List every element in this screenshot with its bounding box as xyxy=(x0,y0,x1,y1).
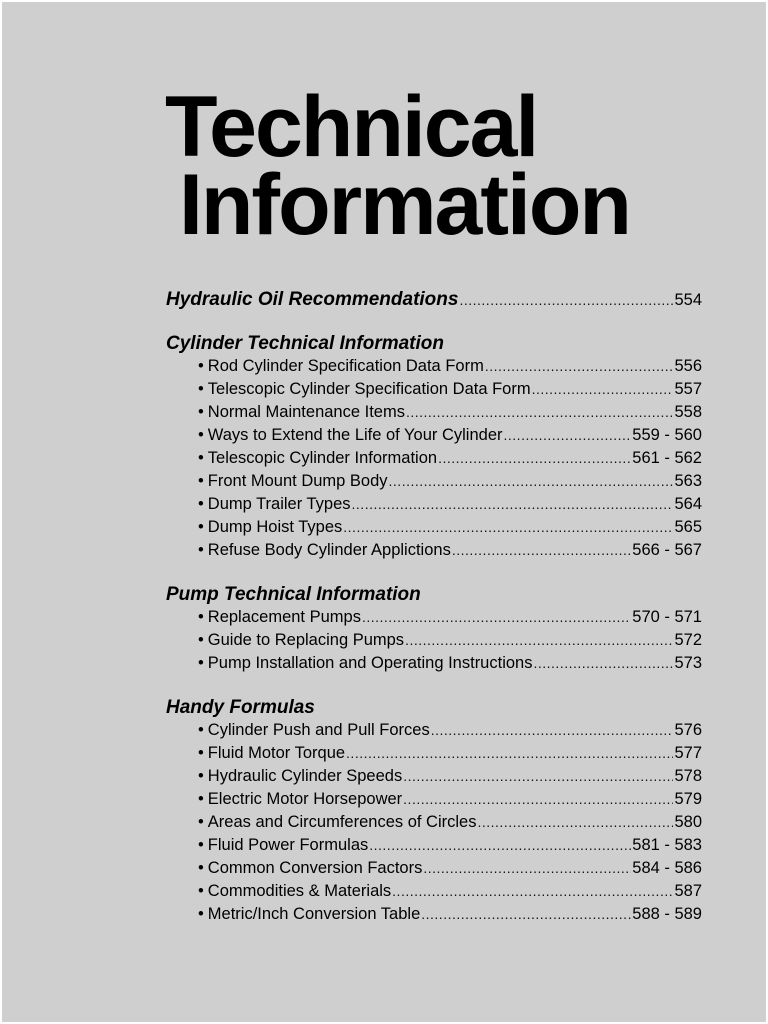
toc-entry xyxy=(198,447,702,470)
toc-entry xyxy=(198,516,702,539)
toc-entry xyxy=(198,903,702,926)
toc-entry-label: Fluid Power Formulas xyxy=(207,836,369,854)
bullet-icon: • xyxy=(198,836,204,854)
bullet-icon: • xyxy=(198,767,204,785)
toc-page-number: 558 xyxy=(674,403,702,421)
toc-entry xyxy=(198,834,702,857)
bullet-icon: • xyxy=(198,790,204,808)
toc-entry xyxy=(198,788,702,811)
dot-leader xyxy=(405,629,673,652)
toc-entry-label: Hydraulic Oil Recommendations xyxy=(166,289,459,310)
bullet-icon: • xyxy=(198,608,204,626)
toc-entry xyxy=(198,606,702,629)
toc-entry xyxy=(198,493,702,516)
section-items xyxy=(166,719,702,926)
toc-entry xyxy=(198,652,702,675)
dot-leader xyxy=(423,857,631,880)
toc-entry-label: Electric Motor Horsepower xyxy=(207,790,403,808)
toc-page-number: 556 xyxy=(674,357,702,375)
toc-section xyxy=(166,333,702,562)
toc-entry xyxy=(198,424,702,447)
toc-entry-label: Telescopic Cylinder Information xyxy=(207,449,438,467)
bullet-icon: • xyxy=(198,813,204,831)
dot-leader xyxy=(485,355,674,378)
toc-entry-label: Metric/Inch Conversion Table xyxy=(207,905,421,923)
bullet-icon: • xyxy=(198,721,204,739)
dot-leader xyxy=(392,880,673,903)
toc-entry xyxy=(198,539,702,562)
bullet-icon: • xyxy=(198,426,204,444)
bullet-icon: • xyxy=(198,357,204,375)
bullet-icon: • xyxy=(198,541,204,559)
dot-leader xyxy=(431,719,674,742)
bullet-icon: • xyxy=(198,882,204,900)
toc-entry-label: Refuse Body Cylinder Applictions xyxy=(207,541,451,559)
dot-leader xyxy=(504,424,632,447)
title-line-2: Information xyxy=(179,157,630,253)
section-items xyxy=(166,355,702,562)
toc-page-number: 563 xyxy=(674,472,702,490)
bullet-icon: • xyxy=(198,905,204,923)
toc-entry-label: Dump Trailer Types xyxy=(207,495,351,513)
toc-entry-label: Replacement Pumps xyxy=(207,608,361,626)
section-title: Pump Technical Information xyxy=(166,584,421,605)
toc-entry-label: Front Mount Dump Body xyxy=(207,472,388,490)
toc-entry-label: Pump Installation and Operating Instructions xyxy=(207,654,533,672)
toc-page-number: 578 xyxy=(674,767,702,785)
bullet-icon: • xyxy=(198,472,204,490)
section-items xyxy=(166,606,702,675)
toc-page-number: 580 xyxy=(674,813,702,831)
toc-page-number: 557 xyxy=(674,380,702,398)
toc-entry xyxy=(198,765,702,788)
toc-page-number: 570 - 571 xyxy=(632,608,702,626)
toc-page-number: 581 - 583 xyxy=(632,836,702,854)
dot-leader xyxy=(452,539,631,562)
toc-entry-label: Ways to Extend the Life of Your Cylinder xyxy=(207,426,503,444)
toc-page-number: 577 xyxy=(674,744,702,762)
toc-entry xyxy=(198,857,702,880)
bullet-icon: • xyxy=(198,495,204,513)
dot-leader xyxy=(362,606,631,629)
toc-entry xyxy=(198,880,702,903)
dot-leader xyxy=(352,493,674,516)
title-line-1: Technical xyxy=(165,79,538,175)
dot-leader xyxy=(343,516,673,539)
toc-entry xyxy=(198,355,702,378)
toc-entry-label: Common Conversion Factors xyxy=(207,859,423,877)
toc-entry-label: Cylinder Push and Pull Forces xyxy=(207,721,430,739)
toc-page-number: 559 - 560 xyxy=(632,426,702,444)
dot-leader xyxy=(533,652,673,675)
toc-page-number: 584 - 586 xyxy=(632,859,702,877)
toc-page-number: 573 xyxy=(674,654,702,672)
dot-leader xyxy=(406,401,674,424)
dot-leader xyxy=(346,742,673,765)
toc-entry xyxy=(198,629,702,652)
bullet-icon: • xyxy=(198,518,204,536)
section-title: Cylinder Technical Information xyxy=(166,333,445,354)
toc-section xyxy=(166,584,702,675)
dot-leader xyxy=(421,903,631,926)
toc-entry-label: Guide to Replacing Pumps xyxy=(207,631,405,649)
toc-entry xyxy=(198,719,702,742)
toc-page-number: 564 xyxy=(674,495,702,513)
table-of-contents xyxy=(166,288,702,926)
toc-page-number: 588 - 589 xyxy=(632,905,702,923)
dot-leader xyxy=(389,470,674,493)
dot-leader xyxy=(532,378,674,401)
toc-entry-label: Normal Maintenance Items xyxy=(207,403,405,421)
bullet-icon: • xyxy=(198,744,204,762)
bullet-icon: • xyxy=(198,449,204,467)
toc-entry-label: Fluid Motor Torque xyxy=(207,744,346,762)
dot-leader xyxy=(438,447,631,470)
toc-entry-label: Rod Cylinder Specification Data Form xyxy=(207,357,484,375)
dot-leader xyxy=(477,811,673,834)
toc-entry-label: Commodities & Materials xyxy=(207,882,392,900)
bullet-icon: • xyxy=(198,403,204,421)
dot-leader xyxy=(403,765,673,788)
dot-leader xyxy=(369,834,631,857)
toc-page-number: 576 xyxy=(674,721,702,739)
toc-page-number: 565 xyxy=(674,518,702,536)
toc-page-number: 587 xyxy=(674,882,702,900)
dot-leader xyxy=(459,289,673,312)
toc-sections xyxy=(166,333,702,926)
toc-entry xyxy=(198,378,702,401)
toc-entry-label: Hydraulic Cylinder Speeds xyxy=(207,767,403,785)
toc-entry-label: Areas and Circumferences of Circles xyxy=(207,813,477,831)
toc-entry xyxy=(198,401,702,424)
toc-page-number: 561 - 562 xyxy=(632,449,702,467)
toc-page-number: 554 xyxy=(674,291,702,309)
toc-entry-label: Dump Hoist Types xyxy=(207,518,343,536)
toc-entry xyxy=(198,470,702,493)
toc-entry xyxy=(198,742,702,765)
toc-top-entry xyxy=(166,288,702,314)
page-title xyxy=(165,79,630,253)
document-page xyxy=(2,2,766,1022)
toc-section xyxy=(166,697,702,926)
bullet-icon: • xyxy=(198,654,204,672)
bullet-icon: • xyxy=(198,380,204,398)
toc-page-number: 579 xyxy=(674,790,702,808)
section-title: Handy Formulas xyxy=(166,697,315,718)
toc-page-number: 572 xyxy=(674,631,702,649)
toc-entry xyxy=(198,811,702,834)
dot-leader xyxy=(403,788,673,811)
toc-entry-label: Telescopic Cylinder Specification Data Form xyxy=(207,380,531,398)
bullet-icon: • xyxy=(198,859,204,877)
bullet-icon: • xyxy=(198,631,204,649)
toc-page-number: 566 - 567 xyxy=(632,541,702,559)
